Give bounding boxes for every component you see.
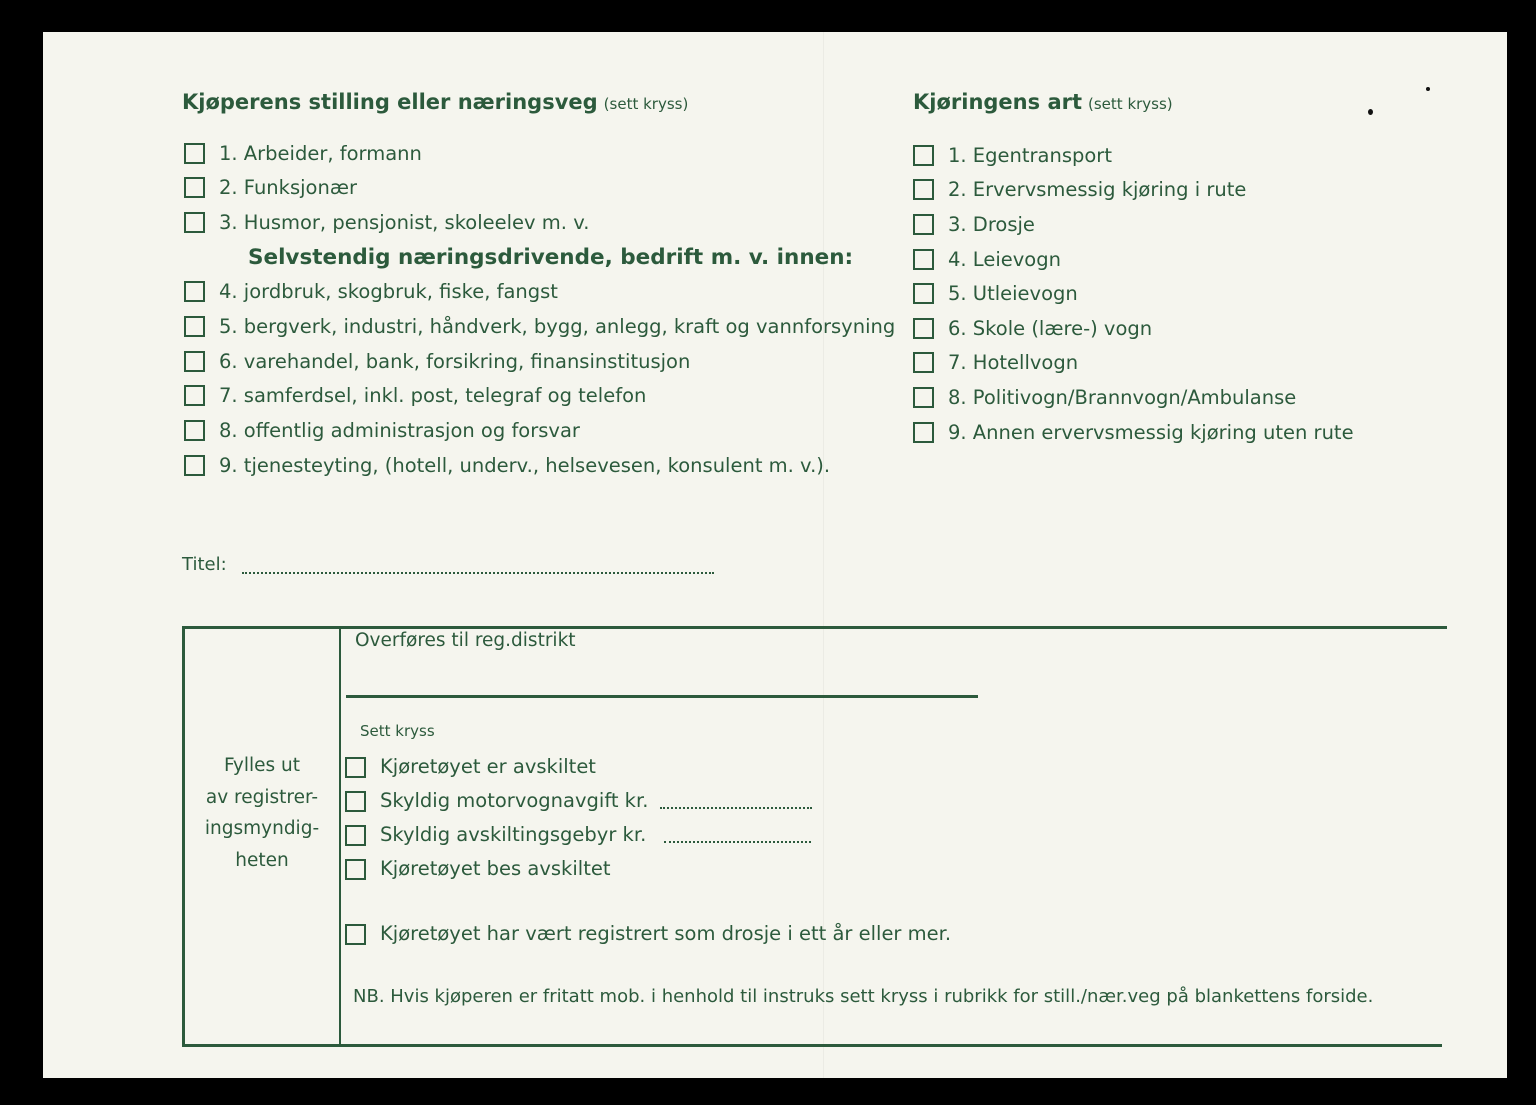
taxi-registered-checkbox[interactable] bbox=[345, 924, 366, 945]
registry-label-line-1: Fylles ut bbox=[223, 755, 301, 776]
registry-authority-label bbox=[185, 750, 339, 876]
occupation-option-1: 1. Arbeider, formann bbox=[219, 142, 422, 165]
driving-checkbox-9[interactable] bbox=[913, 422, 934, 443]
driving-checkbox-5[interactable] bbox=[913, 283, 934, 304]
driving-checkbox-3[interactable] bbox=[913, 214, 934, 235]
ink-speck bbox=[1426, 87, 1430, 91]
driving-option-6: 6. Skole (lære-) vogn bbox=[948, 317, 1153, 340]
buyer-occupation-title: Kjøperens stilling eller næringsveg bbox=[182, 90, 598, 114]
driving-checkbox-4[interactable] bbox=[913, 249, 934, 270]
office-box-divider bbox=[339, 629, 341, 1044]
vehicle-tax-label: Skyldig motorvognavgift kr. bbox=[380, 789, 649, 812]
deregister-request-label: Kjøretøyet bes avskiltet bbox=[380, 857, 611, 880]
title-field-line[interactable] bbox=[242, 572, 714, 574]
deregistered-label: Kjøretøyet er avskiltet bbox=[380, 755, 596, 778]
driving-checkbox-1[interactable] bbox=[913, 145, 934, 166]
driving-type-heading bbox=[913, 90, 1173, 114]
deregister-request-checkbox[interactable] bbox=[345, 859, 366, 880]
form-sheet bbox=[43, 32, 1507, 1078]
occupation-checkbox-9[interactable] bbox=[184, 455, 205, 476]
exemption-note: NB. Hvis kjøperen er fritatt mob. i henhold til instruks sett kryss i rubrikk for still./nær.veg på blankettens forside. bbox=[353, 986, 1374, 1007]
driving-checkbox-7[interactable] bbox=[913, 352, 934, 373]
title-field-label: Titel: bbox=[182, 554, 227, 575]
driving-option-9: 9. Annen ervervsmessig kjøring uten rute bbox=[948, 421, 1354, 444]
driving-option-1: 1. Egentransport bbox=[948, 144, 1112, 167]
occupation-checkbox-1[interactable] bbox=[184, 143, 205, 164]
occupation-checkbox-5[interactable] bbox=[184, 316, 205, 337]
registry-label-line-3: ingsmyndig- bbox=[204, 818, 320, 839]
occupation-option-7: 7. samferdsel, inkl. post, telegraf og telefon bbox=[219, 384, 647, 407]
driving-checkbox-2[interactable] bbox=[913, 179, 934, 200]
plate-fee-amount-field[interactable] bbox=[664, 841, 811, 843]
deregistered-checkbox[interactable] bbox=[345, 757, 366, 778]
occupation-option-3: 3. Husmor, pensjonist, skoleelev m. v. bbox=[219, 211, 590, 234]
driving-option-4: 4. Leievogn bbox=[948, 248, 1061, 271]
occupation-checkbox-2[interactable] bbox=[184, 177, 205, 198]
ink-speck bbox=[1368, 109, 1373, 115]
sett-kryss-label: Sett kryss bbox=[360, 722, 435, 740]
driving-option-8: 8. Politivogn/Brannvogn/Ambulanse bbox=[948, 386, 1297, 409]
occupation-checkbox-6[interactable] bbox=[184, 351, 205, 372]
self-employed-subheading: Selvstendig næringsdrivende, bedrift m. v. innen: bbox=[248, 245, 854, 270]
driving-type-note: (sett kryss) bbox=[1088, 95, 1173, 113]
office-box-top-border bbox=[182, 626, 1447, 629]
occupation-option-5: 5. bergverk, industri, håndverk, bygg, anlegg, kraft og vannforsyning bbox=[219, 315, 896, 338]
vehicle-tax-checkbox[interactable] bbox=[345, 791, 366, 812]
driving-option-2: 2. Ervervsmessig kjøring i rute bbox=[948, 178, 1247, 201]
occupation-checkbox-7[interactable] bbox=[184, 385, 205, 406]
occupation-option-2: 2. Funksjonær bbox=[219, 176, 357, 199]
occupation-option-9: 9. tjenesteyting, (hotell, underv., helsevesen, konsulent m. v.). bbox=[219, 454, 831, 477]
transfer-district-label: Overføres til reg.distrikt bbox=[355, 630, 576, 651]
plate-fee-label: Skyldig avskiltingsgebyr kr. bbox=[380, 823, 647, 846]
registry-label-line-2: av registrer- bbox=[205, 786, 319, 808]
taxi-registered-label: Kjøretøyet har vært registrert som drosje i ett år eller mer. bbox=[380, 922, 952, 945]
occupation-option-8: 8. offentlig administrasjon og forsvar bbox=[219, 419, 580, 442]
occupation-checkbox-4[interactable] bbox=[184, 281, 205, 302]
driving-option-3: 3. Drosje bbox=[948, 213, 1035, 236]
occupation-checkbox-8[interactable] bbox=[184, 420, 205, 441]
registry-label-line-4: heten bbox=[235, 849, 289, 871]
transfer-district-line[interactable] bbox=[346, 695, 978, 698]
driving-checkbox-8[interactable] bbox=[913, 387, 934, 408]
occupation-option-6: 6. varehandel, bank, forsikring, finansinstitusjon bbox=[219, 350, 691, 373]
occupation-checkbox-3[interactable] bbox=[184, 212, 205, 233]
driving-checkbox-6[interactable] bbox=[913, 318, 934, 339]
occupation-option-4: 4. jordbruk, skogbruk, fiske, fangst bbox=[219, 280, 558, 303]
plate-fee-checkbox[interactable] bbox=[345, 825, 366, 846]
driving-type-title: Kjøringens art bbox=[913, 90, 1083, 114]
driving-option-7: 7. Hotellvogn bbox=[948, 351, 1079, 374]
vehicle-tax-amount-field[interactable] bbox=[660, 807, 812, 809]
driving-option-5: 5. Utleievogn bbox=[948, 282, 1078, 305]
buyer-occupation-heading bbox=[182, 90, 688, 114]
office-box-bottom-border bbox=[182, 1044, 1442, 1047]
buyer-occupation-note: (sett kryss) bbox=[603, 95, 689, 113]
